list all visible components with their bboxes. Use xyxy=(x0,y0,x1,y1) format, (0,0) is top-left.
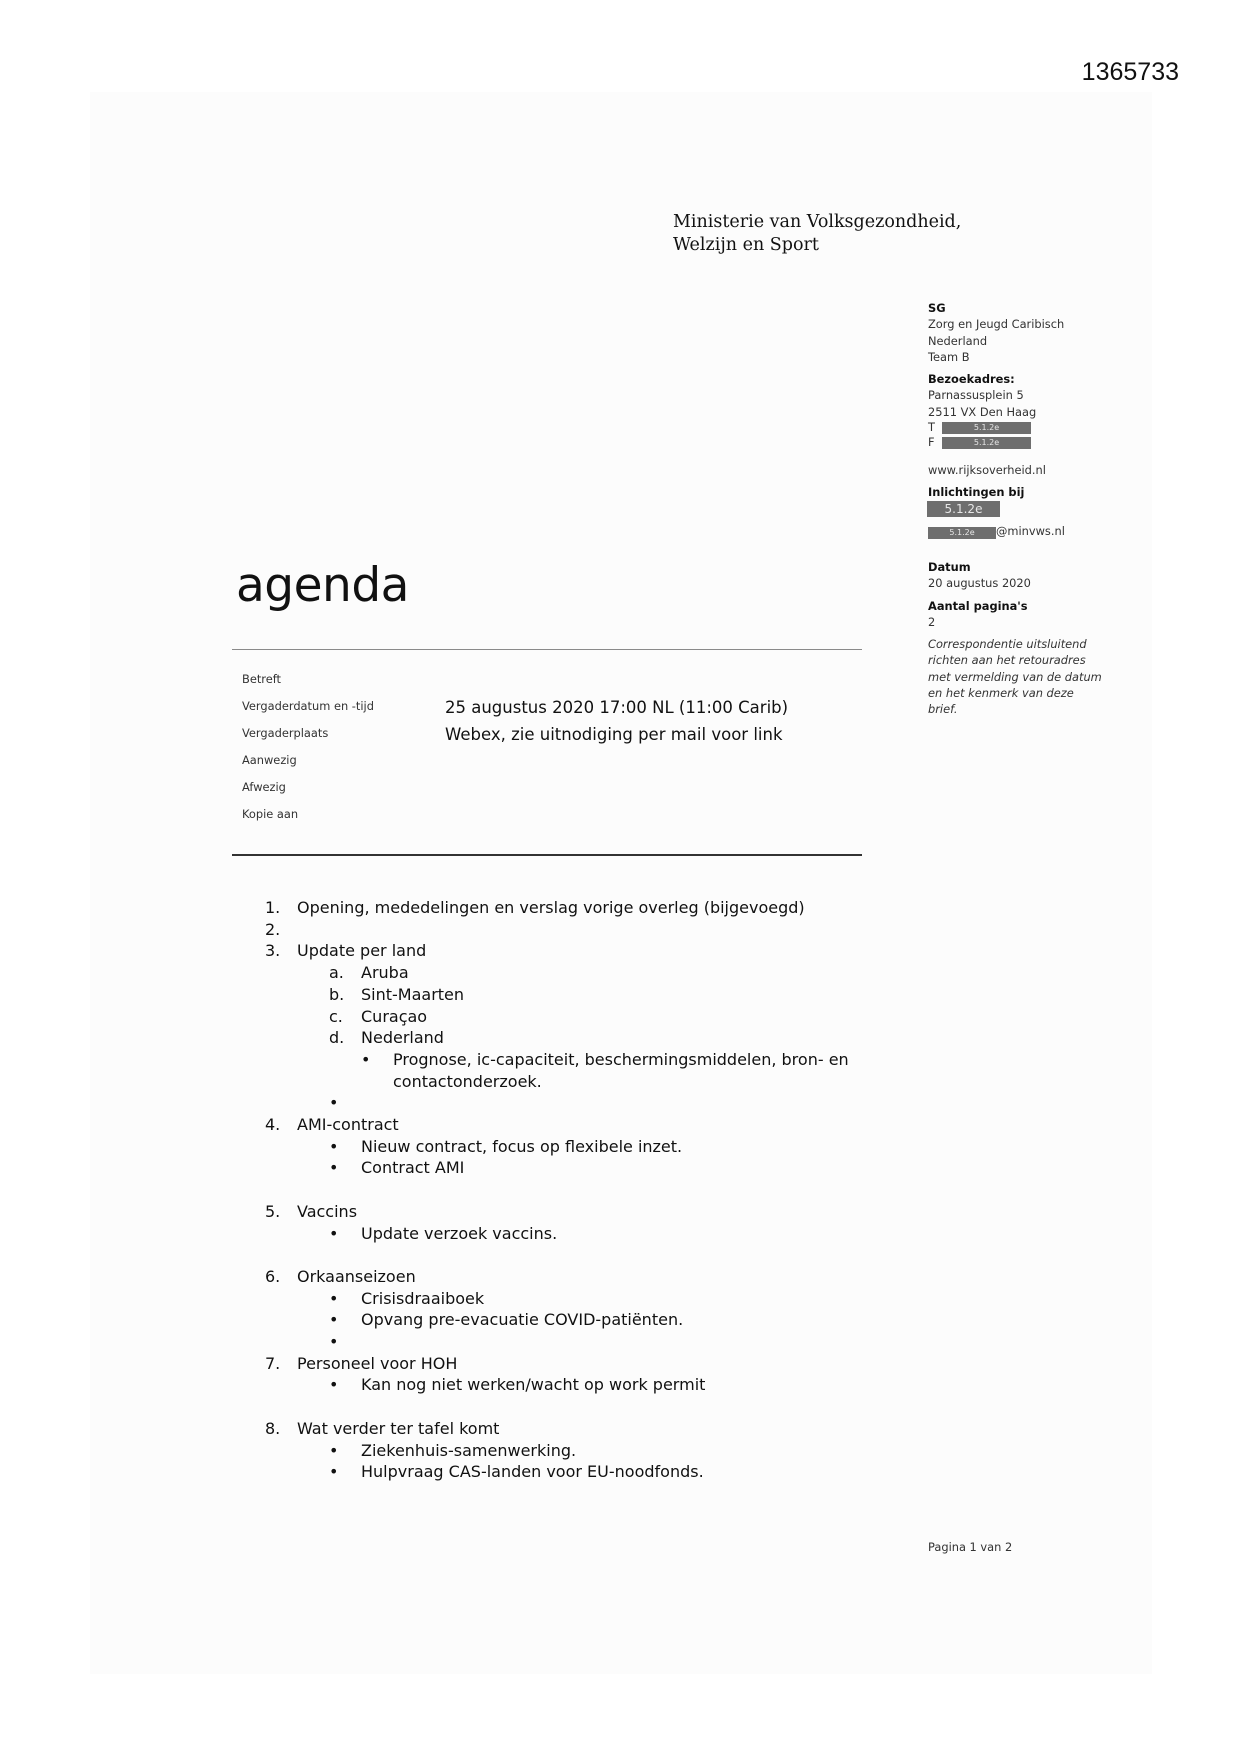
unit-line: Zorg en Jeugd Caribisch xyxy=(928,317,1065,332)
date-label: Datum xyxy=(928,559,971,574)
agenda-item: 6. Orkaanseizoen xyxy=(265,1266,416,1286)
visit-address-label: Bezoekadres: xyxy=(928,372,1015,387)
divider xyxy=(232,854,862,856)
meta-label: Betreft xyxy=(242,672,282,686)
agenda-list xyxy=(265,897,865,1483)
agenda-bullet: • Kan nog niet werken/wacht op work permit xyxy=(329,1375,706,1395)
unit-label: SG xyxy=(928,301,946,315)
agenda-item: 3. Update per land xyxy=(265,941,427,961)
agenda-item: 1. Opening, mededelingen en verslag vorige overleg (bijgevoegd) xyxy=(265,898,805,917)
agenda-item: 2. xyxy=(265,919,281,939)
meta-label: Afwezig xyxy=(242,780,286,794)
redaction-box: 5.1.2e xyxy=(928,527,996,539)
note-line: met vermelding van de datum xyxy=(928,669,1102,684)
note-line: Correspondentie uitsluitend xyxy=(928,637,1087,652)
redaction-box: 5.1.2e xyxy=(942,437,1031,449)
note-line: en het kenmerk van deze xyxy=(928,686,1074,701)
meta-labels xyxy=(242,672,374,834)
phone-letter: T xyxy=(928,420,935,435)
pages-label: Aantal pagina's xyxy=(928,598,1028,613)
agenda-bullet: • Ziekenhuis-samenwerking. xyxy=(329,1440,577,1460)
website: www.rijksoverheid.nl xyxy=(928,463,1046,478)
ministry-line-2: Welzijn en Sport xyxy=(673,235,819,255)
meeting-location: Webex, zie uitnodiging per mail voor link xyxy=(445,725,783,744)
agenda-bullet: • Hulpvraag CAS-landen voor EU-noodfonds. xyxy=(329,1462,704,1482)
redaction-box: 5.1.2e xyxy=(942,422,1031,434)
agenda-item: 5. Vaccins xyxy=(265,1201,358,1221)
ministry-logo-text xyxy=(673,211,961,257)
pages-value: 2 xyxy=(928,614,936,629)
unit-line: Team B xyxy=(928,349,970,364)
agenda-item: 4. AMI-contract xyxy=(265,1115,399,1135)
agenda-item: 7. Personeel voor HOH xyxy=(265,1353,458,1373)
note-line: brief. xyxy=(928,702,958,717)
agenda-bullet: • Opvang pre-evacuatie COVID-patiënten. xyxy=(329,1310,684,1330)
sender-sidebar xyxy=(928,300,1138,718)
agenda-subitem: a. Aruba xyxy=(329,963,409,983)
meta-label: Vergaderdatum en -tijd xyxy=(242,699,374,713)
agenda-bullet: • Nieuw contract, focus op flexibele inzet. xyxy=(329,1136,683,1156)
meta-label: Kopie aan xyxy=(242,807,299,821)
document-number: 1365733 xyxy=(1081,58,1179,86)
agenda-subitem: c. Curaçao xyxy=(329,1006,428,1026)
redaction-box: 5.1.2e xyxy=(927,501,1000,517)
fax-letter: F xyxy=(928,435,935,450)
agenda-bullet-continuation: contactonderzoek. xyxy=(393,1071,542,1091)
meta-label: Aanwezig xyxy=(242,753,297,767)
ministry-line-1: Ministerie van Volksgezondheid, xyxy=(673,212,962,232)
agenda-bullet: • Update verzoek vaccins. xyxy=(329,1223,558,1243)
meeting-datetime: 25 augustus 2020 17:00 NL (11:00 Carib) xyxy=(445,698,789,717)
page-title: agenda xyxy=(236,558,409,613)
agenda-bullet-empty: • xyxy=(329,1093,339,1113)
fax-row xyxy=(928,435,1138,450)
street: Parnassusplein 5 xyxy=(928,388,1024,403)
note-line: richten aan het retouradres xyxy=(928,653,1086,668)
agenda-bullet: • Prognose, ic-capaciteit, beschermingsmiddelen, bron- en xyxy=(361,1049,849,1069)
unit-line: Nederland xyxy=(928,333,988,348)
divider xyxy=(232,649,862,650)
phone-row xyxy=(928,420,1138,435)
agenda-subitem: b. Sint-Maarten xyxy=(329,984,465,1004)
date-value: 20 augustus 2020 xyxy=(928,576,1031,591)
meta-label: Vergaderplaats xyxy=(242,726,329,740)
page-footer: Pagina 1 van 2 xyxy=(928,1540,1013,1554)
agenda-item: 8. Wat verder ter tafel komt xyxy=(265,1418,500,1438)
email-suffix: @minvws.nl xyxy=(996,523,1065,538)
info-label: Inlichtingen bij xyxy=(928,485,1025,500)
city: 2511 VX Den Haag xyxy=(928,404,1037,419)
agenda-subitem: d. Nederland xyxy=(329,1028,444,1048)
agenda-bullet: • Crisisdraaiboek xyxy=(329,1288,485,1308)
agenda-bullet: • Contract AMI xyxy=(329,1158,465,1178)
agenda-bullet-empty: • xyxy=(329,1332,339,1352)
meta-values xyxy=(445,698,788,752)
